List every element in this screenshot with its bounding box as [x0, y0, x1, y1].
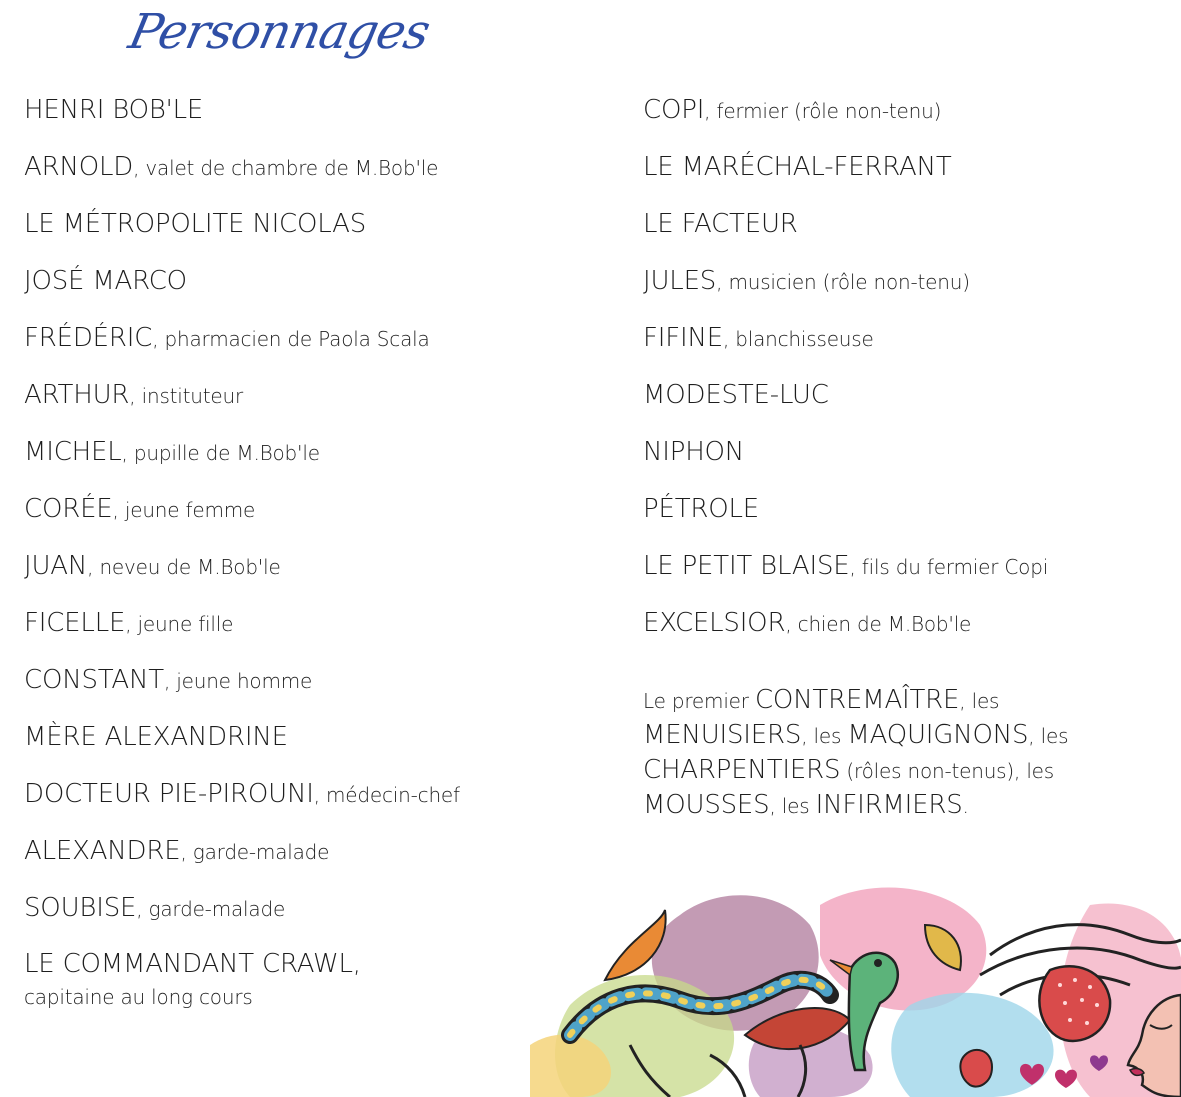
ensemble-text: . — [962, 794, 969, 818]
cast-entry — [643, 88, 1048, 145]
character-name: DOCTEUR PIE-PIROUNI — [24, 779, 314, 809]
cast-entry — [643, 487, 1048, 544]
ensemble-text: Le premier — [643, 689, 755, 713]
heart-icon-2 — [1055, 1070, 1077, 1088]
character-name: LE PETIT BLAISE — [643, 551, 850, 581]
ensemble-name: INFIRMIERS — [815, 790, 963, 820]
cast-entry — [643, 373, 1048, 430]
cast-entry — [643, 430, 1048, 487]
cast-entry — [24, 544, 460, 601]
ensemble-name: MENUISIERS — [643, 720, 802, 750]
character-name: FICELLE — [24, 608, 126, 638]
character-name: MÈRE ALEXANDRINE — [24, 722, 288, 752]
character-role: , jeune fille — [125, 612, 234, 636]
cast-entry — [24, 658, 460, 715]
colourful-illustration-icon — [530, 885, 1181, 1097]
character-name: PÉTROLE — [643, 494, 760, 524]
character-name: CORÉE — [24, 494, 113, 524]
cast-entry — [24, 886, 460, 943]
character-name: CONSTANT — [24, 665, 164, 695]
character-name: JOSÉ MARCO — [24, 266, 187, 296]
ensemble-name: MOUSSES — [643, 790, 770, 820]
ensemble-text: , les — [801, 724, 848, 748]
cast-entry — [24, 772, 460, 829]
ensemble-text: , les — [769, 794, 816, 818]
character-name: FRÉDÉRIC — [24, 323, 153, 353]
character-name: FIFINE — [643, 323, 723, 353]
character-role: , neveu de M.Bob'le — [87, 555, 281, 579]
character-role: , fils du fermier Copi — [849, 555, 1049, 579]
character-name: LE MÉTROPOLITE NICOLAS — [24, 209, 367, 239]
character-name: JULES — [643, 266, 717, 296]
cast-entry — [24, 316, 460, 373]
cast-entry — [24, 145, 460, 202]
character-role: , musicien (rôle non-tenu) — [716, 270, 970, 294]
character-role: , garde-malade — [180, 840, 330, 864]
character-role: , médecin-chef — [313, 783, 460, 807]
character-role: , chien de M.Bob'le — [785, 612, 972, 636]
cast-entry — [24, 943, 460, 1012]
bird-icon — [849, 953, 898, 1070]
character-name: ARNOLD — [24, 152, 134, 182]
character-name: SOUBISE — [24, 893, 137, 923]
cast-list-left — [24, 88, 460, 1012]
character-name: LE COMMANDANT CRAWL, — [24, 949, 361, 979]
character-role: , blanchisseuse — [722, 327, 874, 351]
character-name: EXCELSIOR — [643, 608, 786, 638]
character-name: NIPHON — [643, 437, 745, 467]
ensemble-name: CONTREMAÎTRE — [754, 685, 960, 715]
character-name: HENRI BOB'LE — [24, 95, 204, 125]
cast-entry — [643, 259, 1048, 316]
ensemble-name: MAQUIGNONS — [847, 720, 1029, 750]
cast-entry — [24, 430, 460, 487]
character-role: , fermier (rôle non-tenu) — [704, 99, 942, 123]
character-role: capitaine au long cours — [24, 985, 253, 1009]
character-name: LE FACTEUR — [643, 209, 798, 239]
cast-list-right — [643, 88, 1048, 658]
character-name: COPI — [643, 95, 705, 125]
ensemble-text: , les — [1028, 724, 1069, 748]
cast-entry — [643, 202, 1048, 259]
character-name: MODESTE-LUC — [643, 380, 829, 410]
character-role: , jeune homme — [163, 669, 313, 693]
character-role: , pharmacien de Paola Scala — [152, 327, 430, 351]
ensemble-text: (rôles non-tenus), les — [840, 759, 1055, 783]
cast-entry — [24, 259, 460, 316]
cast-entry — [24, 373, 460, 430]
pink-blob-right — [820, 888, 986, 1011]
ensemble-roles — [643, 684, 1123, 824]
character-name: LE MARÉCHAL-FERRANT — [643, 152, 952, 182]
cast-entry — [643, 544, 1048, 601]
character-name: MICHEL — [24, 437, 122, 467]
cast-entry — [24, 829, 460, 886]
bird-eye-icon — [874, 959, 882, 967]
cast-entry — [24, 715, 460, 772]
character-name: ALEXANDRE — [24, 836, 181, 866]
character-name: JUAN — [24, 551, 88, 581]
page-title: Personnages — [124, 4, 435, 60]
character-role: , pupille de M.Bob'le — [121, 441, 320, 465]
character-role: , garde-malade — [136, 897, 286, 921]
ensemble-text: , les — [959, 689, 1000, 713]
cast-entry — [643, 601, 1048, 658]
character-role: , jeune femme — [112, 498, 256, 522]
cast-entry — [643, 316, 1048, 373]
cast-entry — [643, 145, 1048, 202]
small-strawberry-icon — [960, 1050, 992, 1087]
character-role: , instituteur — [129, 384, 244, 408]
cast-entry — [24, 601, 460, 658]
character-role: , valet de chambre de M.Bob'le — [133, 156, 439, 180]
ensemble-name: CHARPENTIERS — [643, 755, 841, 785]
strawberry-icon — [1039, 966, 1110, 1041]
character-name: ARTHUR — [24, 380, 130, 410]
cast-entry — [24, 487, 460, 544]
cast-entry — [24, 202, 460, 259]
cast-entry — [24, 88, 460, 145]
